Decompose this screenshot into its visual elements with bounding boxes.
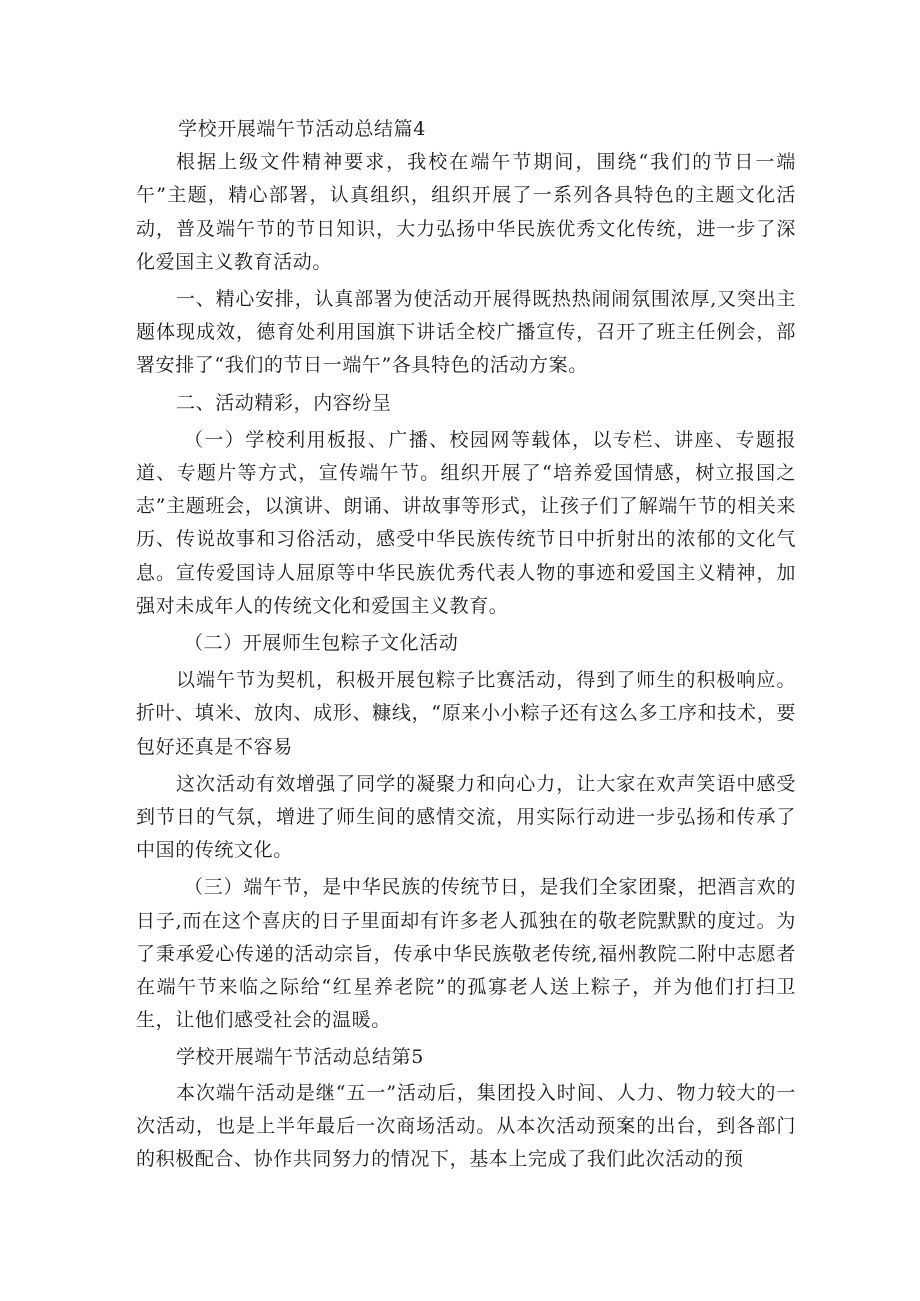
paragraph-arrangement: 一、精心安排，认真部署为使活动开展得既热热闹闹氛围浓厚,又突出主题体现成效，德育处利用国旗下讲话全校广播宣传，召开了班主任例会，部署安排了“我们的节日一端午”各具特色的活动方案。 [136,288,796,377]
paragraph-elderly-care: （三）端午节，是中华民族的传统节日，是我们全家团聚，把酒言欢的日子,而在这个喜庆的日子里面却有许多老人孤独在的敬老院默默的度过。为了秉承爱心传递的活动宗旨，传承中华民族敬老传统,福州教院二附中志愿者在端午节来临之际给“红星养老院”的孤寡老人送上粽子，并为他们打扫卫生，让他们感受社会的温暖。 [136,876,796,1032]
paragraph-mall-activity: 本次端午活动是继“五一”活动后，集团投入时间、人力、物力较大的一次活动，也是上半年最后一次商场活动。从本次活动预案的出台，到各部门的积极配合、协作共同努力的情况下，基本上完成了我们此次活动的预 [136,1081,796,1171]
subheading-zongzi: （二）开展师生包粽子文化活动 [184,632,459,655]
intro-paragraph: 根据上级文件精神要求，我校在端午节期间，围绕“我们的节日一端午”主题，精心部署，认真组织，组织开展了一系列各具特色的主题文化活动，普及端午节的节日知识，大力弘扬中华民族优秀文化传统，进一步了深化爱国主义教育活动。 [136,151,796,273]
section-title-5: 学校开展端午节活动总结第5 [176,1046,424,1069]
paragraph-publicity: （一）学校利用板报、广播、校园网等载体，以专栏、讲座、专题报道、专题片等方式，宣传端午节。组织开展了“培养爱国情感，树立报国之志”主题班会，以演讲、朗诵、讲故事等形式，让孩子们了解端午节的相关来历、传说故事和习俗活动，感受中华民族传统节日中折射出的浓郁的文化气息。宣传爱国诗人屈原等中华民族优秀代表人物的事迹和爱国主义精神，加强对未成年人的传统文化和爱国主义教育。 [136,428,796,617]
subheading-activities: 二、活动精彩，内容纷呈 [176,391,392,414]
section-title-4: 学校开展端午节活动总结篇4 [178,118,426,140]
paragraph-zongzi-contest: 以端午节为契机，积极开展包粽子比赛活动，得到了师生的积极响应。折叶、填米、放肉、成形、糠线，“原来小小粽子还有这么多工序和技术，要包好还真是不容易 [136,669,796,758]
paragraph-effect: 这次活动有效增强了同学的凝聚力和向心力，让大家在欢声笑语中感受到节日的气氛，增进了师生间的感情交流，用实际行动进一步弘扬和传承了中国的传统文化。 [136,772,796,862]
document-body [136,113,796,1180]
